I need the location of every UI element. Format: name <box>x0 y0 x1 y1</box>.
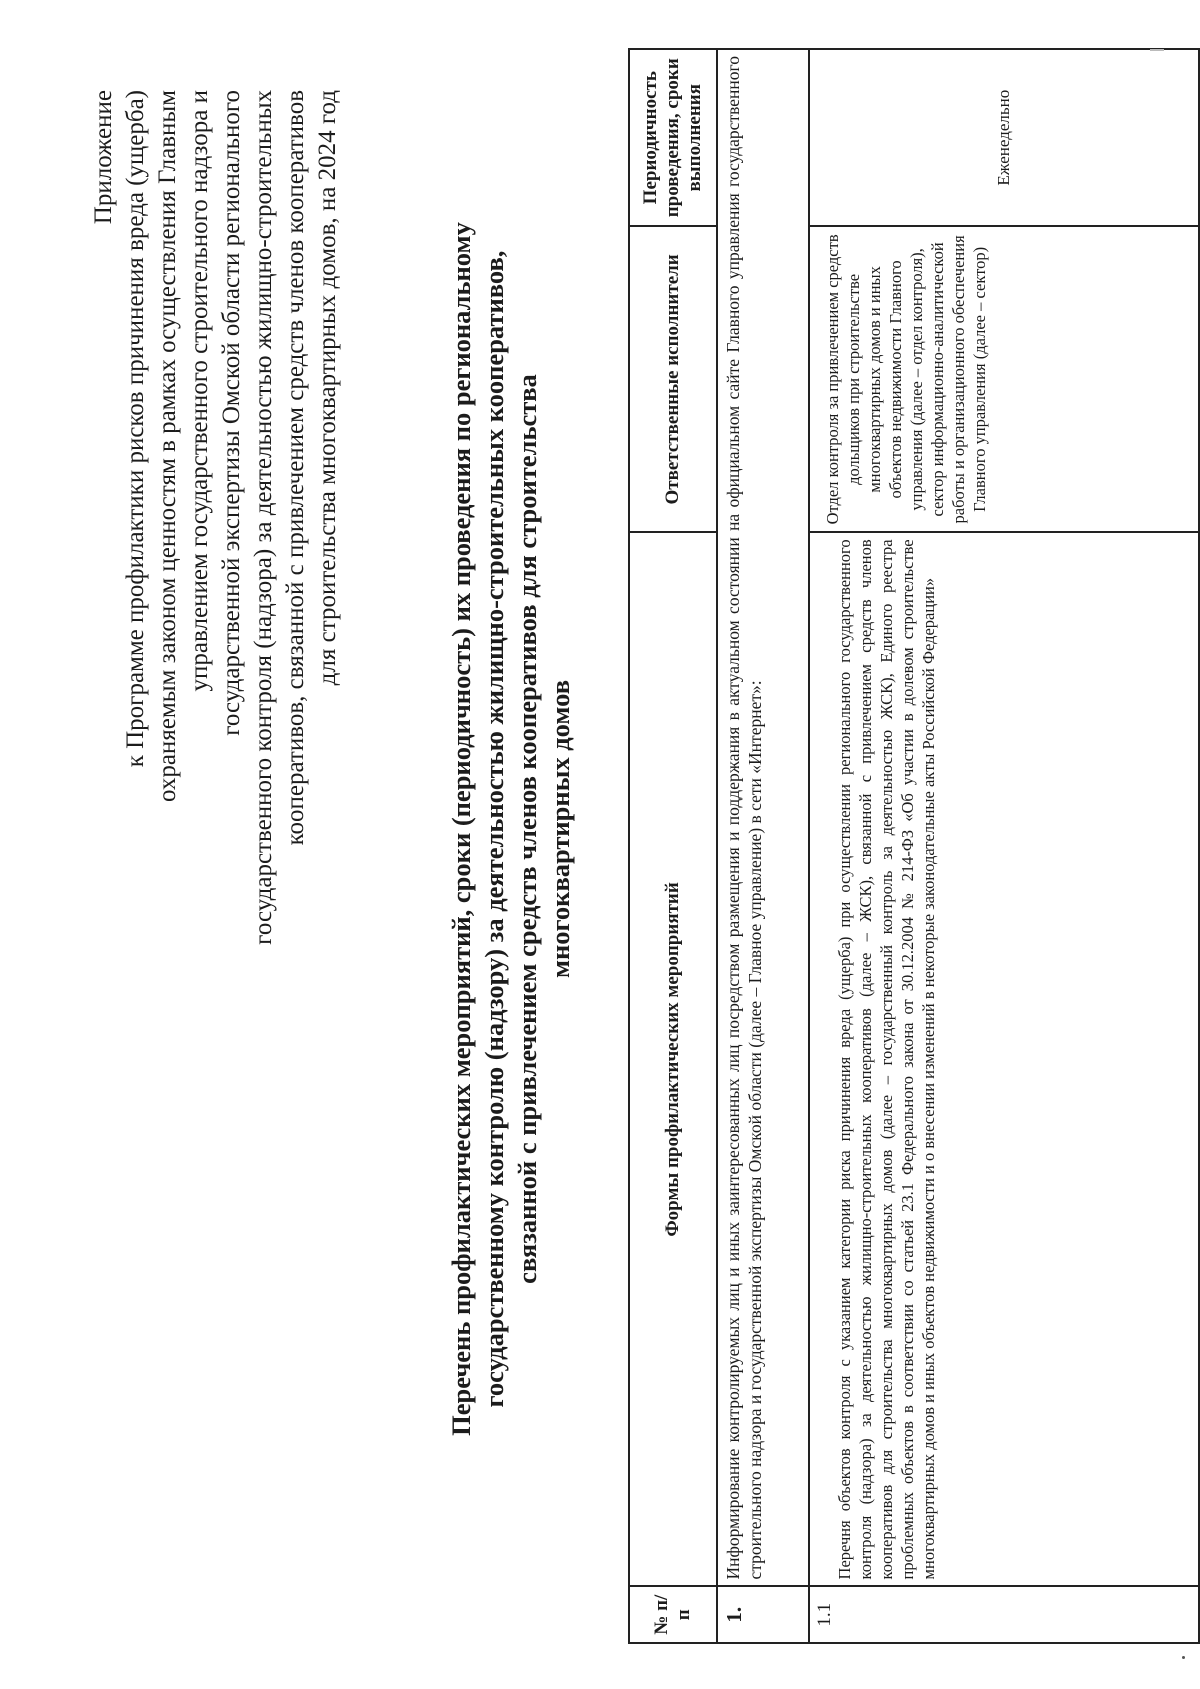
appendix-line: управлением государственного строительного надзора и <box>186 90 213 692</box>
scan-dot <box>1182 1656 1185 1659</box>
row-number: 1. <box>717 1586 809 1643</box>
appendix-line: Приложение <box>90 90 117 225</box>
row-text: Информирование контролируемых лиц и иных заинтересованных лиц посредством размещения и поддержания в актуальном состоянии на официальном сайте Главного управления государственного строительного надзора и государственной экспертизы Омской области (далее – Главное управление) в сети «Интернет»: <box>717 49 809 1586</box>
appendix-line: к Программе профилактики рисков причинения вреда (ущерба) <box>122 90 149 768</box>
appendix-line: для строительства многоквартирных домов, на 2024 год <box>314 90 341 686</box>
title-line: государственному контролю (надзору) за деятельностью жилищно-строительных кооперативов, <box>479 250 509 1408</box>
appendix-header <box>88 90 344 1330</box>
header-period: Периодичность проведения, сроки выполнения <box>629 49 717 226</box>
header-forms: Формы профилактических мероприятий <box>629 532 717 1586</box>
table-row <box>809 49 1199 1643</box>
appendix-line: кооперативов, связанной с привлечением средств членов кооперативов <box>282 90 309 846</box>
title-line: связанной с привлечением средств членов кооперативов для строительства <box>512 374 542 1284</box>
document-title <box>445 69 577 1589</box>
table-row <box>717 49 809 1643</box>
row-number: 1.1 <box>809 1586 1199 1643</box>
row-form: Перечня объектов контроля с указанием категории риска причинения вреда (ущерба) при осуществлении регионального государственного контроля (надзора) за деятельностью жилищно-строительных кооперативов (далее – ЖСК), связанной с привлечением средств членов кооперативов для строительства многоквартирных домов (далее – государственный контроль за деятельностью ЖСК), Единого реестра проблемных объектов в соответствии со статьей 23.1 Федерального закона от 30.12.2004 № 214-ФЗ «Об участии в долевом строительстве многоквартирных домов и иных объектов недвижимости и о внесении изменений в некоторые законодательные акты Российской Федерации» <box>809 532 1199 1586</box>
appendix-line: охраняемым законом ценностям в рамках осуществления Главным <box>154 90 181 803</box>
appendix-line: государственной экспертизы Омской области регионального <box>218 90 245 736</box>
header-responsible: Ответственные исполнители <box>629 226 717 532</box>
table-header-row <box>629 49 717 1643</box>
title-line: Перечень профилактических мероприятий, сроки (периодичность) их проведения по региональному <box>446 222 476 1436</box>
header-number: № п/п <box>629 1586 717 1643</box>
row-period: Еженедельно <box>809 49 1199 226</box>
appendix-line: государственного контроля (надзора) за деятельностью жилищно-строительных <box>250 90 277 945</box>
scan-mark <box>1150 49 1164 51</box>
measures-table <box>628 48 1200 1644</box>
row-responsible: Отдел контроля за привлечением средств дольщиков при строительстве многоквартирных домов и иных объектов недвижимости Главного управления (далее – отдел контроля), сектор информационно-аналитической работы и организационного обеспечения Главного управления (далее – сектор) <box>809 226 1199 532</box>
title-line: многоквартирных домов <box>545 679 575 979</box>
